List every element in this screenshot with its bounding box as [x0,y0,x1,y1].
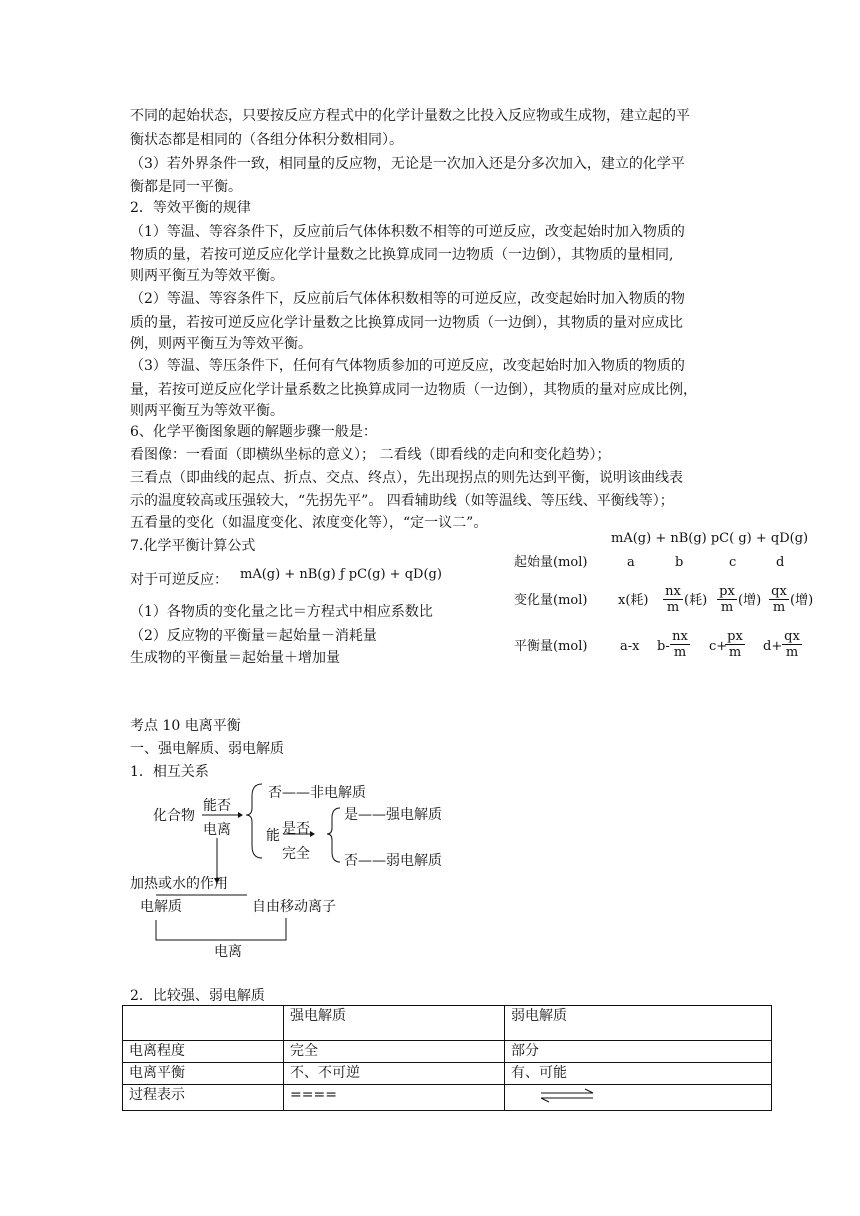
eq-c-fraction: px m [725,629,745,660]
table-cell [123,1006,284,1041]
text-line: 示的温度较高或压强较大，“先拐先平”。 四看辅助线（如等温线、等压线、平衡线等）； [130,493,674,509]
diagram-non-electrolyte: 否——非电解质 [268,785,366,801]
eq-c-prefix: c+ [709,639,728,654]
text-line: 看图像：一看面（即横纵坐标的意义）； 二看线（即看线的走向和变化趋势）； [130,447,611,463]
eq-a: a-x [620,639,640,654]
eq-b-fraction: nx m [670,629,690,660]
row-label-start: 起始量(mol) [514,555,588,570]
table-cell [505,1085,772,1111]
table-cell: 过程表示 [123,1085,284,1111]
table-cell: 弱电解质 [505,1006,772,1041]
change-c-fraction: px m [717,584,737,615]
table-row [123,1063,772,1085]
text-line: 不同的起始状态，只要按反应方程式中的化学计量数之比投入反应物或生成物，建立起的平 [130,108,690,124]
start-c: c [729,555,737,570]
subheading: 2．等效平衡的规律 [130,200,251,216]
start-b: b [675,555,684,570]
diagram-free-ions: 自由移动离子 [252,899,336,915]
change-d-fraction: qx m [769,584,789,615]
table-cell: ==== [284,1085,505,1111]
table-cell: 电离程度 [123,1041,284,1063]
eq-d-prefix: d+ [763,639,783,654]
diagram-heat-water: 加热或水的作用 [130,876,228,892]
text-line: （3）若外界条件一致，相同量的反应物，无论是一次加入还是分多次加入，建立的化学平 [130,156,685,172]
change-b-fraction: nx m [663,584,683,615]
section-heading: 考点 10 电离平衡 [130,718,241,734]
text-line: 物质的量，若按可逆反应化学计量数之比换算成同一边物质（一边倒），其物质的量相同, [130,247,674,263]
change-b-suffix: (耗) [684,593,708,608]
calc-rule: 生成物的平衡量＝起始量＋增加量 [130,650,340,666]
text-line: 五看量的变化（如温度变化、浓度变化等），“定一议二”。 [130,515,488,531]
reversible-arrow-icon [537,1088,617,1104]
text-line: 质的量，若按可逆反应化学计量数之比换算成同一边物质（一边倒），其物质的量对应成比 [130,315,683,331]
table-row [123,1006,772,1041]
text-line: （3）等温、等压条件下，任何有气体物质参加的可逆反应，改变起始时加入物质的物质的 [130,358,685,374]
text-line: （1）等温、等容条件下，反应前后气体体积数不相等的可逆反应，改变起始时加入物质的 [130,224,685,240]
start-d: d [776,555,785,570]
change-a: x(耗) [618,593,649,608]
table-cell: 强电解质 [284,1006,505,1041]
table-cell: 电离平衡 [123,1063,284,1085]
table-cell: 部分 [505,1041,772,1063]
section-subheading: 一、强电解质、弱电解质 [130,741,284,757]
diagram-electrolyte: 电解质 [140,899,182,915]
row-label-equilibrium: 平衡量(mol) [514,639,588,654]
calc-rule: （1）各物质的变化量之比＝方程式中相应系数比 [130,604,433,620]
row-label-change: 变化量(mol) [514,593,588,608]
text-line: 衡都是同一平衡。 [130,179,242,195]
eq-d-fraction: qx m [782,629,802,660]
calc-heading: 7.化学平衡计算公式 [130,538,256,554]
calc-rule: （2）反应物的平衡量＝起始量－消耗量 [130,628,377,644]
text-line: 则两平衡互为等效平衡。 [130,268,284,284]
eq-b-prefix: b- [657,639,670,654]
diagram-weak-electrolyte: 否——弱电解质 [344,853,442,869]
calc-equation: mA(g) + nB(g) ƒ pC(g) + qD(g) [240,567,442,582]
table-cell: 不、不可逆 [284,1063,505,1085]
diagram-complete: 完全 [282,846,310,862]
table-row [123,1041,772,1063]
change-d-suffix: (增) [790,593,814,608]
start-a: a [627,555,635,570]
text-line: 衡状态都是相同的（各组分体积分数相同）。 [130,132,403,148]
text-line: 三看点（即曲线的起点、折点、交点、终点），先出现拐点的则先达到平衡，说明该曲线表 [130,470,683,486]
text-line: 量，若按可逆反应化学计量系数之比换算成同一边物质（一边倒），其物质的量对应成比例， [130,382,697,398]
diagram-ionize: 电离 [203,822,231,838]
equilibrium-equation: mA(g) + nB(g) pC( g) + qD(g) [611,531,809,546]
diagram-can: 能 [266,828,280,844]
compare-table [122,1005,772,1111]
diagram-compound: 化合物 [153,808,195,824]
diagram-strong-electrolyte: 是——强电解质 [344,807,442,823]
change-c-suffix: (增) [738,593,762,608]
section-subheading: 1．相互关系 [130,764,209,780]
diagram-whether: 是否 [282,821,310,837]
text-line: 则两平衡互为等效平衡。 [130,403,284,419]
table-cell: 有、可能 [505,1063,772,1085]
text-line: 6、化学平衡图象题的解题步骤一般是： [130,424,377,440]
text-line: 例，则两平衡互为等效平衡。 [130,336,312,352]
table-row [123,1085,772,1111]
text-line: （2）等温、等容条件下，反应前后气体体积数相等的可逆反应，改变起始时加入物质的物 [130,291,685,307]
diagram-ionization: 电离 [214,944,242,960]
compare-heading: 2．比较强、弱电解质 [130,988,265,1004]
diagram-can-or-not: 能否 [203,798,231,814]
calc-intro: 对于可逆反应： [130,572,228,588]
table-cell: 完全 [284,1041,505,1063]
